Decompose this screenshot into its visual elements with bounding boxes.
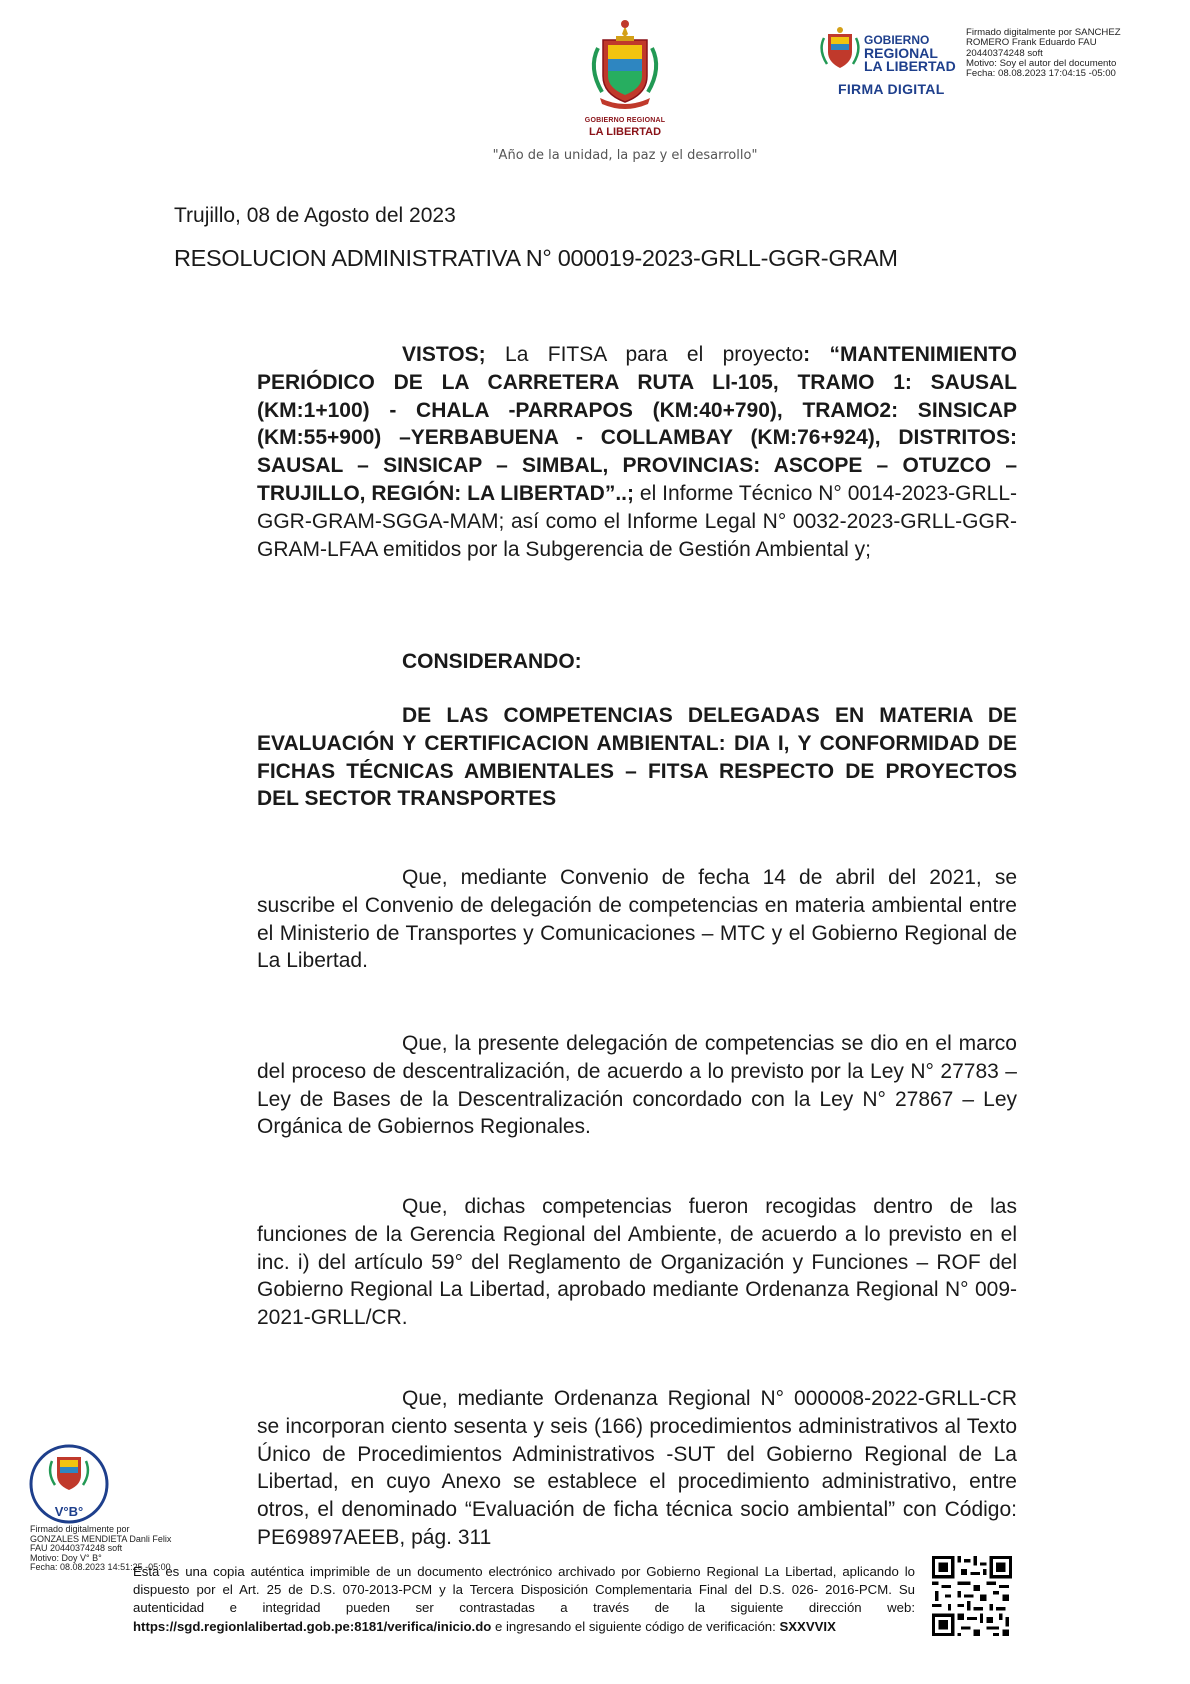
coat-of-arms-icon [570, 18, 680, 118]
body-paragraph: Que, mediante Ordenanza Regional N° 000008-2022-GRLL-CR se incorporan ciento sesenta y seis (166) procedimientos administrativos al Texto Único de Procedimientos Administrativos -SUT del Gobierno Regional de La Libertad, en cuyo Anexo se establece el procedimiento administrativo, entre otros, el denominado “Evaluación de ficha técnica socio ambiental” con Código: PE69897AEEB, pág. 311 [257, 1387, 1017, 1549]
signature-details [966, 28, 1186, 79]
vobo-signature-line: FAU 20440374248 soft [30, 1543, 123, 1553]
body-paragraph: Que, mediante Convenio de fecha 14 de abril del 2021, se suscribe el Convenio de delegación de competencias en materia ambiental entre el Ministerio de Transportes y Comunicaciones – MTC y el Gobierno Regional de La Libertad. [257, 866, 1017, 973]
qr-code-icon [932, 1556, 1012, 1636]
signature-line: ROMERO Frank Eduardo FAU [966, 37, 1097, 49]
year-motto: "Año de la unidad, la paz y el desarrollo" [492, 148, 758, 163]
body-paragraph: Que, la presente delegación de competencias se dio en el marco del proceso de descentralización, de acuerdo a lo previsto por la Ley N° 27783 – Ley de Bases de la Descentralización concordado con la Ley N° 27867 – Ley Orgánica de Gobiernos Regionales. [257, 1032, 1017, 1139]
signature-line: Firmado digitalmente por SANCHEZ [966, 27, 1121, 38]
vobo-signature-line: Fecha: 08.08.2023 14:51:25 -05:00 [30, 1562, 171, 1572]
small-crest-icon [818, 26, 862, 76]
considerando-heading: CONSIDERANDO: [402, 650, 582, 673]
signature-line: Motivo: Soy el autor del documento [966, 57, 1117, 69]
signature-line: Fecha: 08.08.2023 17:04:15 -05:00 [966, 68, 1116, 80]
region-crest-logo [570, 18, 680, 143]
notice-text-after: e ingresando el siguiente código de verificación: [491, 1618, 780, 1634]
vistos-paragraph [257, 341, 1017, 563]
gov-logo-line-1: GOBIERNO [864, 33, 930, 47]
crest-caption-big: LA LIBERTAD [588, 126, 662, 138]
body-paragraph: Que, dichas competencias fueron recogidas dentro de las funciones de la Gerencia Regional del Ambiente, de acuerdo a lo previsto en el inc. i) del artículo 59° del Reglamento de Organización y Funciones – ROF del Gobierno Regional La Libertad, aprobado mediante Ordenanza Regional N° 009-2021-GRLL/CR. [257, 1195, 1017, 1330]
resolution-title: RESOLUCION ADMINISTRATIVA N° 000019-2023-GRLL-GGR-GRAM [174, 245, 898, 271]
vistos-project: : “MANTENIMIENTO PERIÓDICO DE LA CARRETERA RUTA LI-105, TRAMO 1: SAUSAL (KM:1+100) - CHALA -PARRAPOS (KM:40+790), TRAMO2: SINSICAP (KM:55+900) –YERBABUENA - COLLAMBAY (KM:76+924), DISTRITOS: SAUSAL – SINSICAP – SIMBAL, PROVINCIAS: ASCOPE – OTUZCO –TRUJILLO, REGIÓN: LA LIBERTAD”..; [257, 343, 1017, 505]
signature-line: 20440374248 soft [966, 47, 1043, 59]
firma-digital-label: FIRMA DIGITAL [838, 81, 945, 97]
authenticity-notice [133, 1563, 915, 1636]
vobo-signature-line: GONZALES MENDIETA Danli Felix [30, 1533, 172, 1544]
vistos-text-1: La FITSA para el proyecto [485, 343, 804, 366]
gov-logo-line-3: LA LIBERTAD [864, 58, 956, 74]
vobo-label: V°B° [54, 1504, 84, 1519]
verification-code: SXXVVIX [779, 1618, 836, 1634]
vistos-lead: VISTOS; [402, 343, 486, 366]
gov-logo-line-2: REGIONAL [864, 45, 938, 61]
document-date: Trujillo, 08 de Agosto del 2023 [174, 204, 456, 227]
verification-url-link[interactable]: https://sgd.regionlalibertad.gob.pe:8181/verifica/inicio.do [133, 1618, 492, 1634]
competencias-subheading: DE LAS COMPETENCIAS DELEGADAS EN MATERIA DE EVALUACIÓN Y CERTIFICACION AMBIENTAL: DIA I, Y CONFORMIDAD DE FICHAS TÉCNICAS AMBIENTALES – FITSA RESPECTO DE PROYECTOS DEL SECTOR TRANSPORTES [257, 704, 1017, 811]
vobo-signature-line: Firmado digitalmente por [30, 1524, 130, 1534]
digital-signature-badge [818, 26, 968, 100]
vobo-signature-line: Motivo: Doy V° B° [30, 1552, 102, 1563]
vistos-text-2: el Informe Técnico N° 0014-2023-GRLL-GGR-GRAM-SGGA-MAM; así como el Informe Legal N° 0032-2023-GRLL-GGR-GRAM-LFAA emitidos por la Subgerencia de Gestión Ambiental y; [257, 481, 1017, 561]
crest-caption-small: GOBIERNO REGIONAL [584, 117, 666, 124]
notice-text: Esta es una copia auténtica imprimible de un documento electrónico archivado por Gobierno Regional La Libertad, aplicando lo dispuesto por el Art. 25 de D.S. 070-2013-PCM y la Tercera Disposición Complementaria Final del D.S. 026- 2016-PCM. Su autenticidad e integridad pueden ser contrastadas a través de la siguiente dirección web: [133, 1564, 915, 1616]
